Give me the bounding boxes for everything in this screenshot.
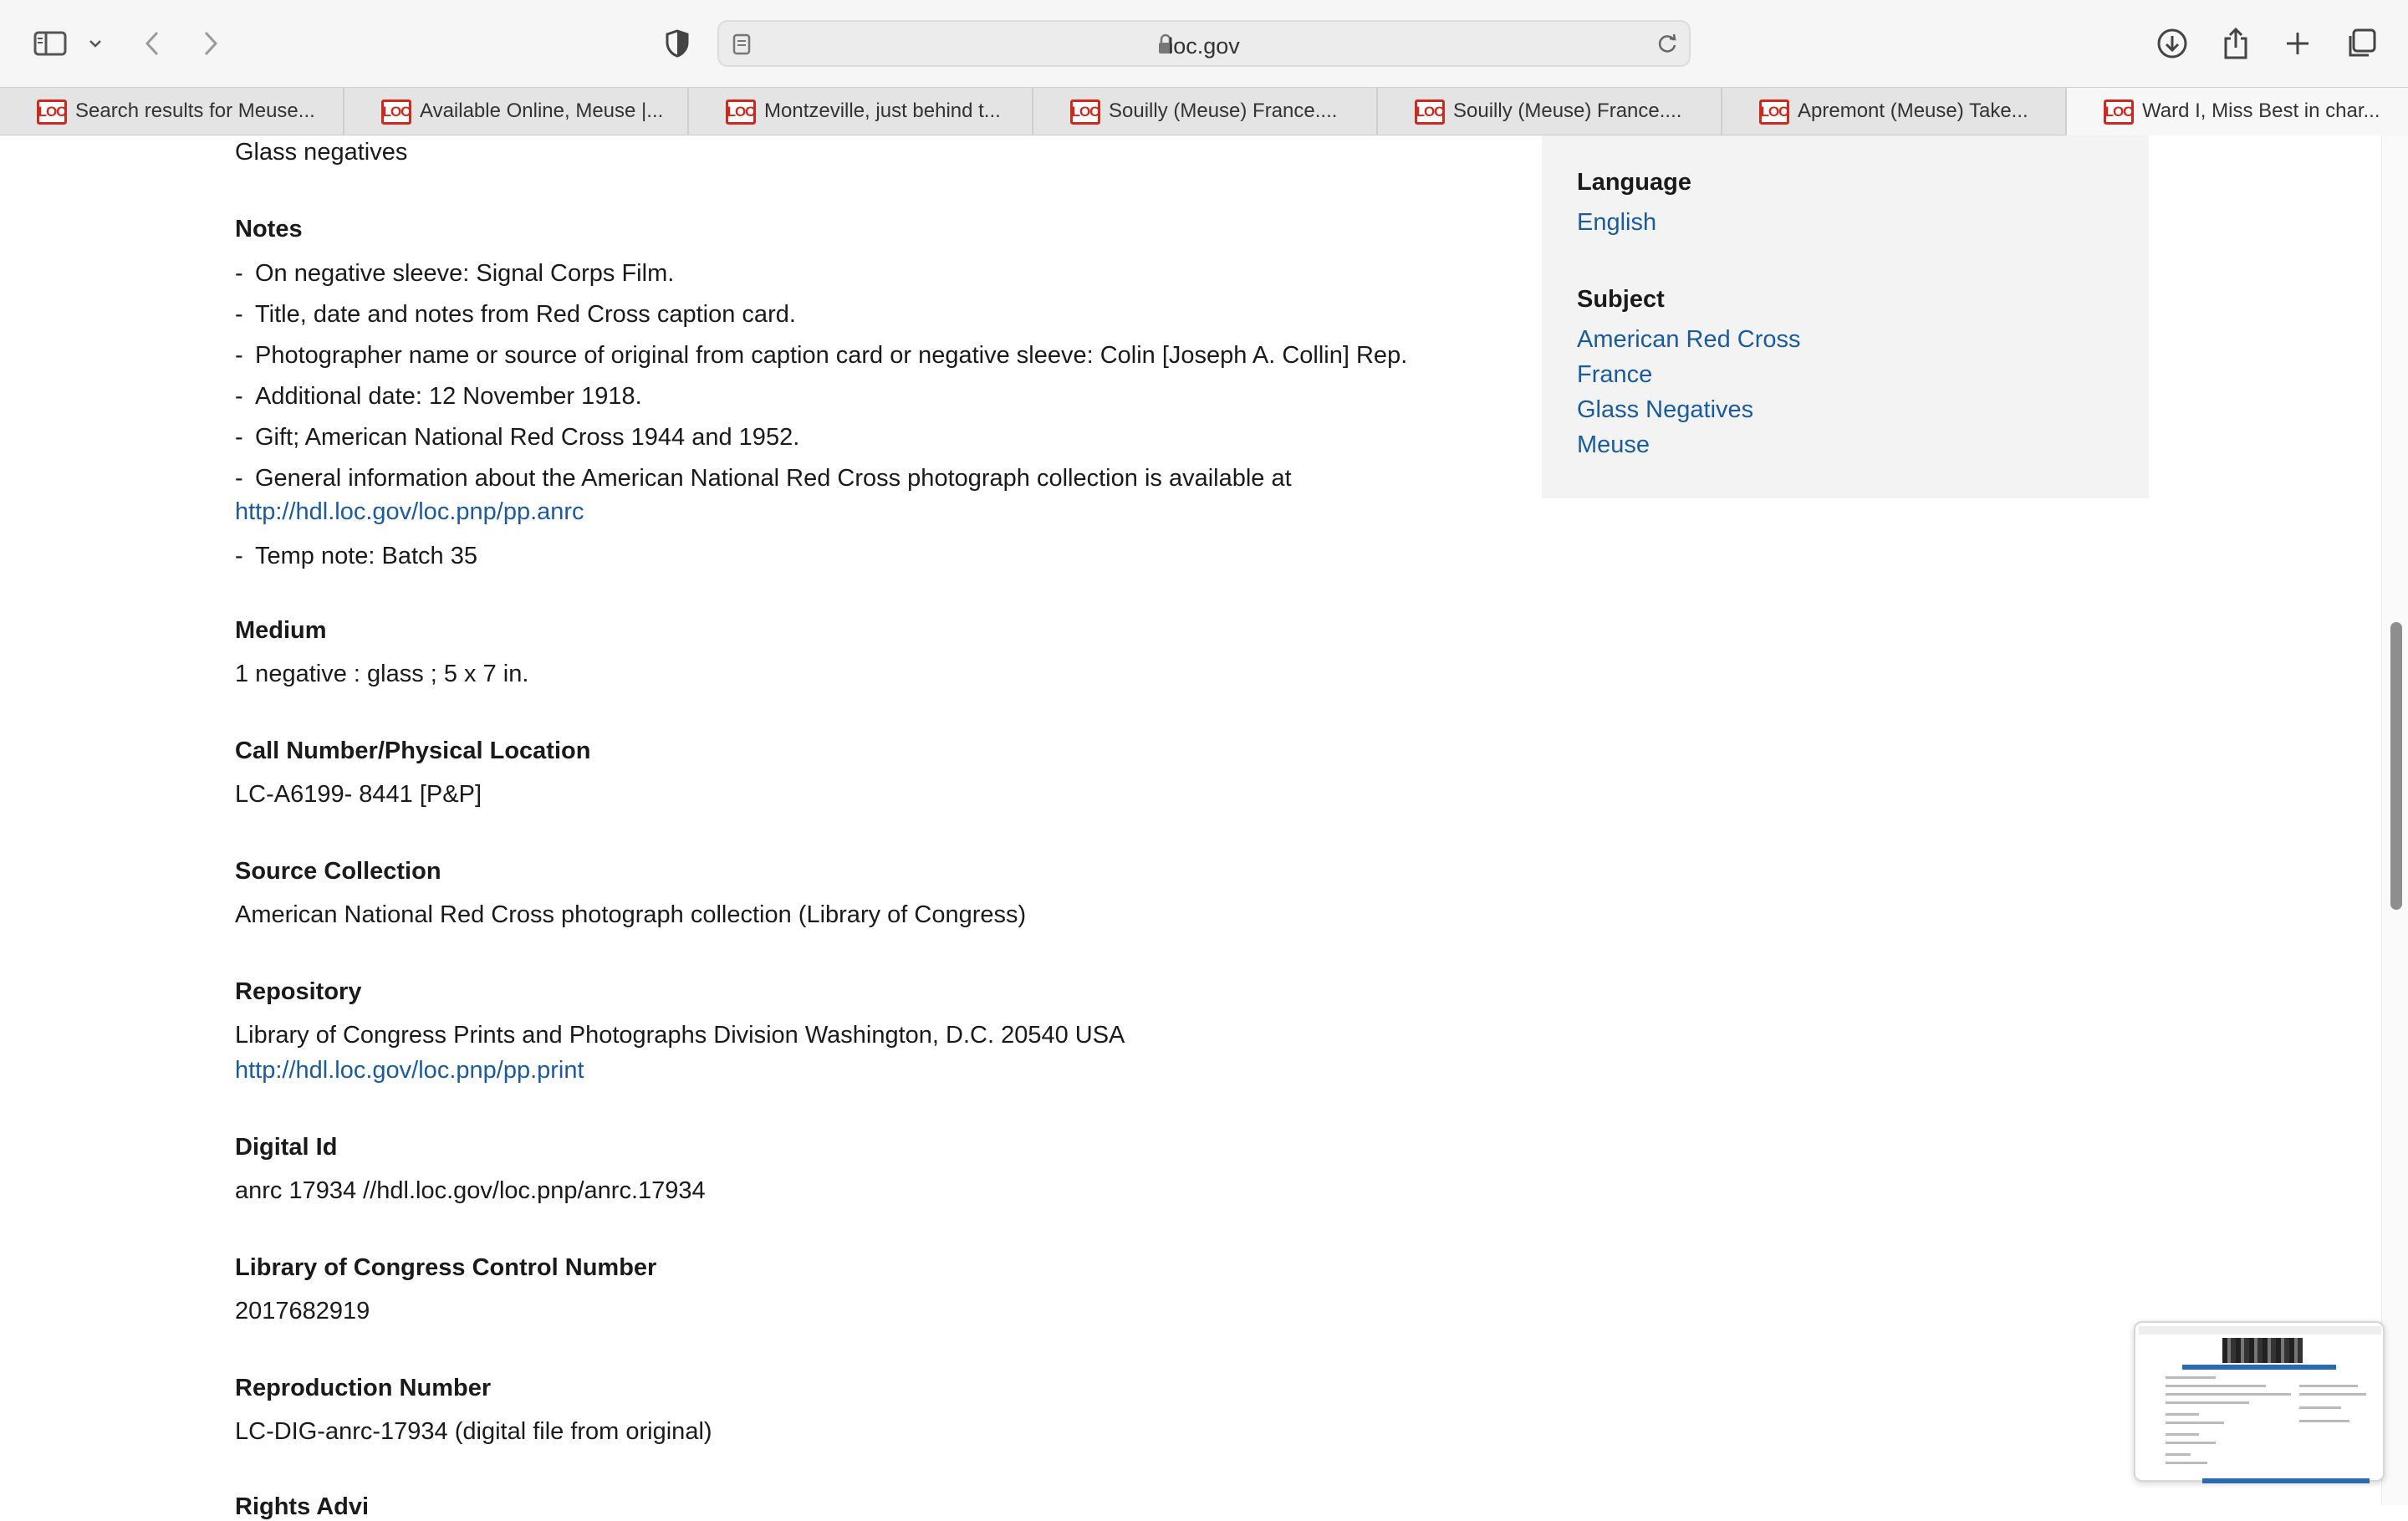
source-collection-heading: Source Collection <box>235 858 441 885</box>
call-number-heading: Call Number/Physical Location <box>235 738 591 764</box>
loc-favicon-icon: LOC <box>1070 100 1100 125</box>
tab-1[interactable] <box>0 88 344 135</box>
digital-id-heading: Digital Id <box>235 1134 338 1161</box>
notes-heading: Notes <box>235 216 303 242</box>
subject-link[interactable]: Meuse <box>1577 431 1650 458</box>
control-number-value: 2017682919 <box>235 1298 370 1324</box>
genre-value: Glass negatives <box>235 139 408 166</box>
address-bar[interactable] <box>717 20 1691 67</box>
tab-7-active[interactable] <box>2067 88 2408 135</box>
tab-5[interactable] <box>1378 88 1722 135</box>
reload-icon[interactable] <box>1656 32 1679 59</box>
language-heading: Language <box>1577 169 1691 196</box>
sidebar-facets <box>1542 135 2149 498</box>
reproduction-number-heading: Reproduction Number <box>235 1375 492 1401</box>
note-item: - General information about the American National Red Cross photograph collection is available at <box>235 465 1292 492</box>
digital-id-value: anrc 17934 //hdl.loc.gov/loc.pnp/anrc.17934 <box>235 1177 706 1204</box>
browser-toolbar <box>0 0 2408 87</box>
loc-favicon-icon: LOC <box>381 100 411 125</box>
forward-icon[interactable] <box>189 22 232 65</box>
loc-favicon-icon: LOC <box>726 100 756 125</box>
tab-3[interactable] <box>689 88 1033 135</box>
tab-bar <box>0 87 2408 135</box>
tab-overview-icon[interactable] <box>2339 22 2383 65</box>
scrollbar-thumb[interactable] <box>2390 622 2402 910</box>
repository-heading: Repository <box>235 978 362 1005</box>
share-icon[interactable] <box>2214 22 2258 65</box>
reproduction-number-value: LC-DIG-anrc-17934 (digital file from original) <box>235 1418 712 1445</box>
medium-heading: Medium <box>235 617 327 644</box>
back-icon[interactable] <box>130 22 174 65</box>
address-text: loc.gov <box>1168 33 1240 59</box>
repository-value: Library of Congress Prints and Photographs Division Washington, D.C. 20540 USA <box>235 1022 1125 1049</box>
tab-4[interactable] <box>1033 88 1378 135</box>
note-item: - Additional date: 12 November 1918. <box>235 383 642 410</box>
language-link[interactable]: English <box>1577 209 1657 236</box>
loc-favicon-icon: LOC <box>1415 100 1445 125</box>
sidebar-toggle-icon[interactable] <box>28 22 72 65</box>
tab-label: Search results for Meuse... <box>75 100 315 122</box>
control-number-heading: Library of Congress Control Number <box>235 1254 657 1281</box>
note-item: - Temp note: Batch 35 <box>235 543 477 569</box>
new-tab-icon[interactable] <box>2276 22 2319 65</box>
call-number-value: LC-A6199- 8441 [P&P] <box>235 781 482 808</box>
anrc-collection-link[interactable]: http://hdl.loc.gov/loc.pnp/pp.anrc <box>235 498 584 525</box>
loc-favicon-icon: LOC <box>2104 100 2134 125</box>
download-icon[interactable] <box>2150 22 2194 65</box>
note-item: - Title, date and notes from Red Cross caption card. <box>235 301 796 328</box>
medium-value: 1 negative : glass ; 5 x 7 in. <box>235 661 529 687</box>
subject-link[interactable]: American Red Cross <box>1577 326 1801 353</box>
tab-label: Souilly (Meuse) France.... <box>1109 100 1338 122</box>
tab-label: Ward I, Miss Best in char... <box>2142 100 2380 122</box>
tab-6[interactable] <box>1722 88 2067 135</box>
vertical-scrollbar[interactable] <box>2381 135 2408 1505</box>
tab-label: Available Online, Meuse |... <box>420 100 664 122</box>
tab-label: Souilly (Meuse) France.... <box>1453 100 1682 122</box>
subject-link[interactable]: France <box>1577 361 1653 388</box>
note-item: - Gift; American National Red Cross 1944 and 1952. <box>235 424 800 451</box>
note-item: - On negative sleeve: Signal Corps Film. <box>235 260 675 287</box>
tab-label: Apremont (Meuse) Take... <box>1798 100 2028 122</box>
loc-favicon-icon: LOC <box>1759 100 1789 125</box>
subject-link[interactable]: Glass Negatives <box>1577 396 1754 423</box>
loc-favicon-icon: LOC <box>37 100 67 125</box>
subject-heading: Subject <box>1577 286 1665 313</box>
tab-label: Montzeville, just behind t... <box>764 100 1001 122</box>
repository-link[interactable]: http://hdl.loc.gov/loc.pnp/pp.print <box>235 1057 584 1084</box>
tab-2[interactable] <box>344 88 689 135</box>
chevron-down-icon[interactable] <box>74 22 117 65</box>
privacy-shield-icon[interactable] <box>656 22 699 65</box>
page-preview-thumbnail[interactable] <box>2134 1321 2385 1482</box>
page-content <box>0 135 2408 1520</box>
note-item: - Photographer name or source of original from caption card or negative sleeve: Colin [Joseph A. Collin] Rep. <box>235 342 1408 369</box>
rights-heading: Rights Advi <box>235 1493 370 1520</box>
source-collection-value: American National Red Cross photograph collection (Library of Congress) <box>235 901 1027 928</box>
